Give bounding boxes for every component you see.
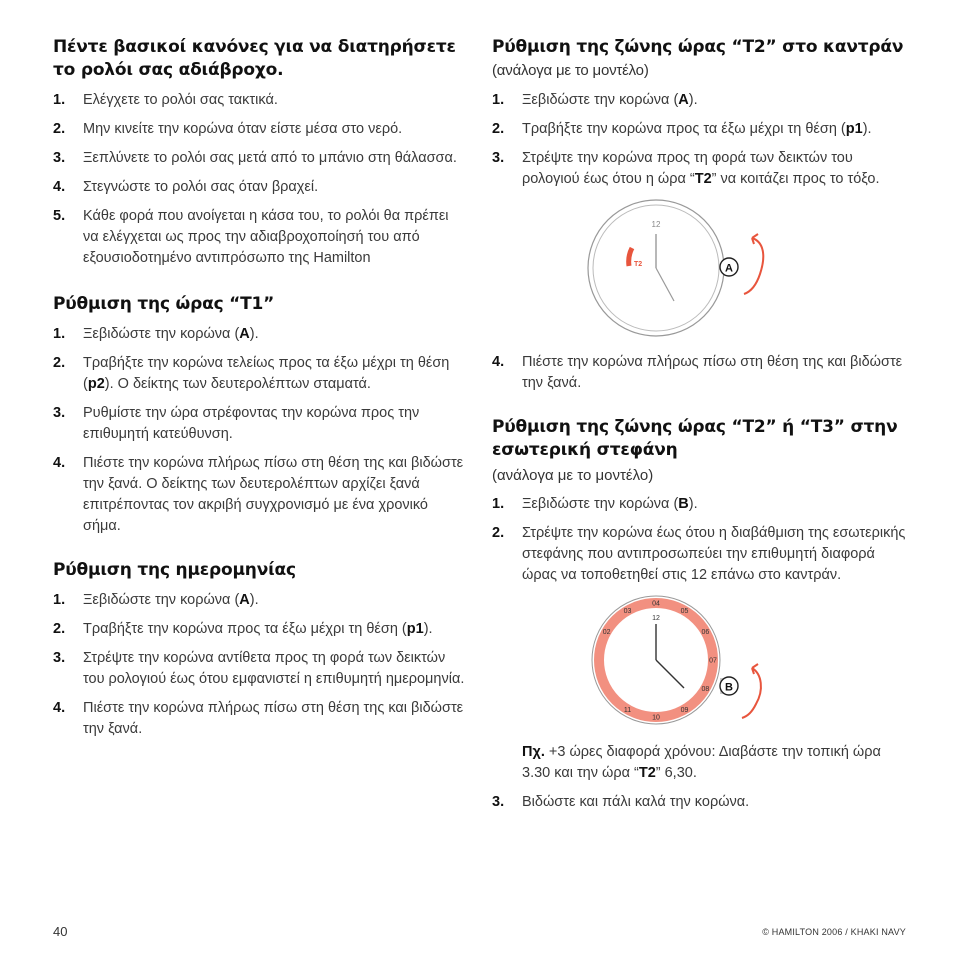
list-item [492,148,907,190]
list-item [492,119,907,140]
list-item [492,352,907,394]
steps-list [53,324,465,537]
item-number: 2. [492,525,505,541]
list-item [492,90,907,111]
item-text: Ξεβιδώστε την κορώνα ( [83,326,240,342]
item-number: 2. [53,621,66,637]
item-number: 2. [53,121,66,137]
item-number: 3. [53,150,66,166]
crown-label: A [725,262,733,275]
ring-label: 07 [709,657,717,665]
section-subtitle: (ανάλογα με το μοντέλο) [492,467,654,484]
item-number: 1. [53,326,66,342]
section-title: Ρύθμιση της ζώνης ώρας “T2” ή “T3” στην εσωτερική στεφάνη [492,417,898,460]
section-title: Πέντε βασικοί κανόνες για να διατηρήσετε το ρολόι σας αδιάβροχο. [53,37,456,80]
list-item [492,494,907,515]
item-text: ). [423,621,433,637]
list-item [53,177,465,198]
list-item [53,619,465,640]
copyright: © HAMILTON 2006 / KHAKI NAVY [762,927,906,937]
steps-list [492,494,907,586]
ring-label: 11 [623,706,632,714]
list-item [53,148,465,169]
item-text: Ξεβιδώστε την κορώνα ( [522,92,679,108]
item-number: 3. [492,794,505,810]
item-text: ). [249,592,259,608]
item-text: Στεγνώστε το ρολόι σας όταν βραχεί. [83,179,319,195]
item-text: Πιέστε την κορώνα πλήρως πίσω στη θέση της και βιδώστε την ξανά. Ο δείκτης των δευτερολέπτων αρχίζει ξανά επιτρέποντας τον ακριβή συγχρονισμό με ένα χρονικό σήμα. [83,455,464,534]
list-item [53,403,465,445]
rotate-arrow-icon [742,668,761,718]
steps-list [53,590,465,740]
item-text: Βιδώστε και πάλι καλά την κορώνα. [522,794,750,810]
crown-label: B [725,681,733,694]
item-text: A [239,592,250,608]
item-text: ). [688,496,698,512]
item-text: Στρέψτε την κορώνα έως ότου η διαβάθμιση της εσωτερικής στεφάνης που αντιπροσωπεύει την επιθυμητή διαφορά ώρας να τοποθετηθεί στις 12 επάνω στο καντράν. [522,525,906,583]
item-text: ). Ο δείκτης των δευτερολέπτων σταματά. [104,376,371,392]
item-text: Πιέστε την κορώνα πλήρως πίσω στη θέση της και βιδώστε την ξανά. [522,354,903,391]
ring-label: 06 [701,629,710,636]
item-number: 4. [53,700,66,716]
item-number: 1. [492,496,505,512]
item-text: Ξεπλύνετε το ρολόι σας μετά από το μπάνιο στη θάλασσα. [83,150,457,166]
watch-figure-a [492,198,907,340]
list-item [53,324,465,345]
item-number: 1. [53,92,66,108]
item-text: Ρυθμίστε την ώρα στρέφοντας την κορώνα προς την επιθυμητή κατεύθυνση. [83,405,420,442]
item-number: 2. [492,121,505,137]
t2-label: T2 [634,261,643,268]
rotate-arrow-icon [744,238,763,294]
list-item [53,648,465,690]
right-column [492,36,907,821]
item-text: ). [862,121,872,137]
ring-label: 03 [623,608,632,616]
list-item [53,353,465,395]
list-item [53,453,465,537]
section-title: Ρύθμιση της ημερομηνίας [53,560,296,580]
item-text: A [678,92,689,108]
section-waterproof-rules [53,36,465,269]
ring-label: 05 [680,608,689,616]
item-text: p1 [406,621,424,637]
section-t2-dial [492,36,907,394]
steps-list [492,90,907,190]
item-text: p1 [845,121,863,137]
ring-label: 04 [652,600,660,608]
list-item [492,523,907,586]
item-text: Στρέψτε την κορώνα προς τη φορά των δεικτών του ρολογιού έως ότου η ώρα “ [522,150,853,187]
item-number: 2. [53,355,66,371]
item-text: ” να κοιτάζει προς το τόξο. [711,171,880,187]
item-text: p2 [87,376,105,392]
section-subtitle: (ανάλογα με το μοντέλο) [492,62,649,79]
list-item [53,90,465,111]
item-number: 4. [53,455,66,471]
section-set-time-t1 [53,293,465,537]
watch-illustration [584,594,844,730]
ring-label: 09 [680,706,689,714]
item-number: 3. [492,150,505,166]
list-item [492,792,907,813]
item-text: Κάθε φορά που ανοίγεται η κάσα του, το ρολόι θα πρέπει να ελέγχεται ως προς την αδιαβροχοποίησή του από εξουσιοδοτημένο αντιπρόσωπο της Hamilton [83,208,449,266]
item-number: 3. [53,405,66,421]
section-t2-t3-inner-ring [492,416,907,813]
item-text: T2 [694,171,712,187]
section-set-date [53,559,465,740]
item-number: 1. [53,592,66,608]
left-column [53,36,465,748]
item-text: Ξεβιδώστε την κορώνα ( [522,496,679,512]
page-number: 40 [53,924,68,939]
item-text: Τραβήξτε την κορώνα προς τα έξω μέχρι τη θέση ( [83,621,407,637]
item-text: Ξεβιδώστε την κορώνα ( [83,592,240,608]
item-text: Τραβήξτε την κορώνα προς τα έξω μέχρι τη θέση ( [522,121,846,137]
list-item [53,590,465,611]
watch-illustration [584,196,844,338]
item-text: ). [249,326,259,342]
item-number: 5. [53,208,66,224]
list-item [53,698,465,740]
item-text: Πιέστε την κορώνα πλήρως πίσω στη θέση της και βιδώστε την ξανά. [83,700,464,737]
item-text: Στρέψτε την κορώνα αντίθετα προς τη φορά των δεικτών του ρολογιού έως ότου εμφανιστεί η επιθυμητή ημερομηνία. [83,650,465,687]
section-title: Ρύθμιση της ώρας “T1” [53,294,275,314]
watch-figure-b [492,594,907,730]
ring-label: 10 [652,714,660,722]
twelve-marker: 12 [651,220,661,229]
hour-hand [656,268,674,301]
item-number: 1. [492,92,505,108]
section-title: Ρύθμιση της ζώνης ώρας “T2” στο καντράν (ανάλογα με το μοντέλο) [492,37,904,79]
item-number: 4. [492,354,505,370]
item-text: Ελέγχετε το ρολόι σας τακτικά. [83,92,278,108]
item-number: 4. [53,179,66,195]
ring-label: 08 [701,686,710,693]
item-text: ). [688,92,698,108]
item-text: Μην κινείτε την κορώνα όταν είστε μέσα στο νερό. [83,121,403,137]
list-item [53,119,465,140]
t2-arc [629,248,632,266]
item-text: Τραβήξτε την κορώνα τελείως προς τα έξω μέχρι τη θέση ( [83,355,450,392]
item-text: B [678,496,689,512]
steps-list [492,352,907,394]
item-number: 3. [53,650,66,666]
example-note: Πχ. +3 ώρες διαφορά χρόνου: Διαβάστε την τοπική ώρα 3.30 και την ώρα “T2” 6,30. [522,744,881,781]
list-item [53,206,465,269]
item-text: A [239,326,250,342]
ring-label: 02 [602,629,611,636]
twelve-marker: 12 [652,615,660,622]
steps-list [492,792,907,813]
rules-list [53,90,465,269]
hour-hand [656,660,684,688]
